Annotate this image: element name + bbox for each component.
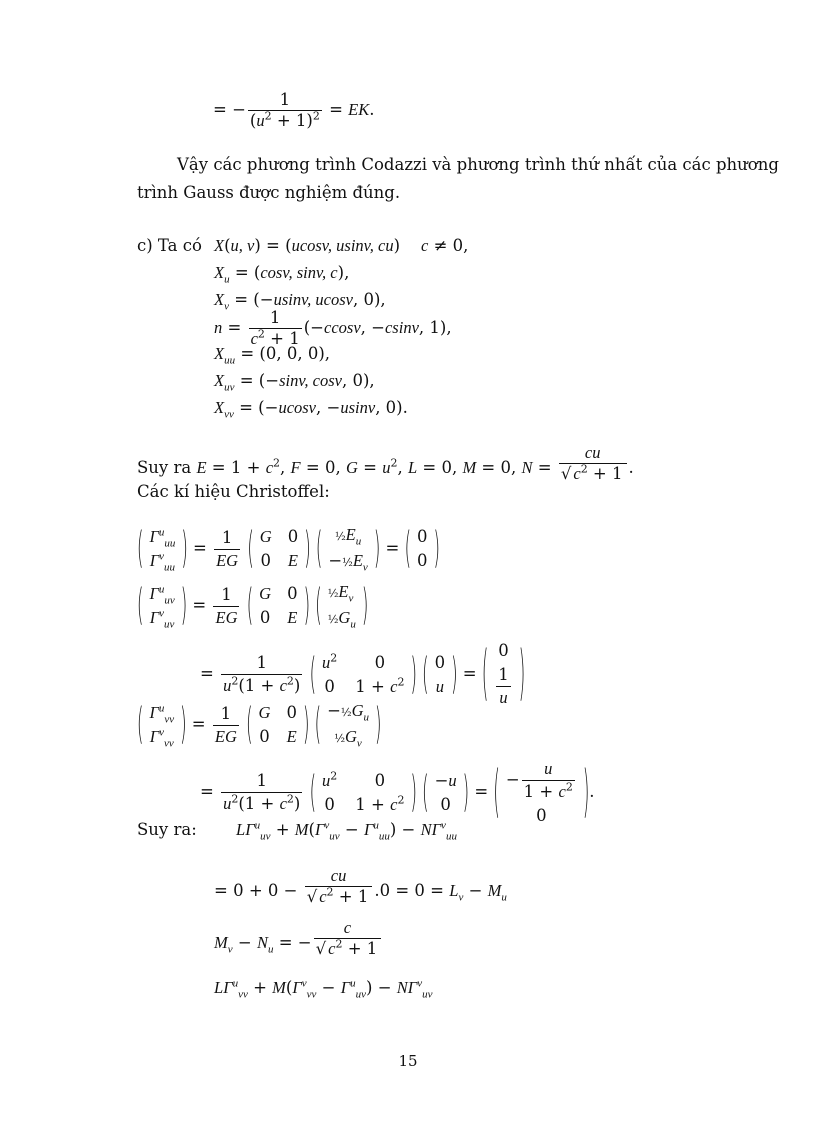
xuu-equation: $X_{uu} = (0$, 0, 0),: [214, 344, 331, 367]
x-definition: X(u, v) = (ucosv, usinv, cu) c ≠ 0,: [214, 236, 469, 255]
christoffel-uu-equation: ( $\Gamma^u_{uu}$ $\Gamma^v_{uu}$ ) = $\frac{1}{EG}$ ( G 0 0 E ) ( $\frac{1}{2}E_u$ $-\frac{1}{2}E_v$ ) = ( 0 0 ): [137, 523, 440, 574]
xu-equation: $X_u = (\cos v$, sinv, c),: [214, 263, 350, 286]
christoffel-vv-equation-line-2: = $\frac{1}{u^2(1 + c^2)}$ ( $u^2$ 0 0 $1 + c^2$ ) ( −u 0 ) = ( − $\frac{u}{1 + c^2}$ 0 ) .: [200, 758, 595, 825]
christoffel-uv-equation-line-1: ( $\Gamma^u_{uv}$ $\Gamma^v_{uv}$ ) = $\frac{1}{EG}$ ( G 0 0 E ) ( $\frac{1}{2}E_v$ $\frac{1}{2}G_u$ ): [137, 580, 369, 631]
xuv-equation: $X_{uv} = (-\sin v$, cosv, 0),: [214, 371, 375, 394]
christoffel-vv-equation-line-1: ( $\Gamma^u_{vv}$ $\Gamma^v_{vv}$ ) = $\frac{1}{EG}$ ( G 0 0 E ) ( $-\frac{1}{2}G_u$ $\frac{1}{2}G_v$ ): [137, 699, 382, 750]
codazzi-expression-3: $M_v - N_u$ = − $\frac{c}{√ c^2 + 1}$: [214, 918, 383, 959]
suy-ra-label: Suy ra:: [137, 820, 197, 839]
normal-vector-equation: n = $\frac{1}{c^2 + 1}$ (−ccosv, −csinv, 1),: [214, 308, 452, 348]
christoffel-uv-equation-line-2: = $\frac{1}{u^2(1 + c^2)}$ ( $u^2$ 0 0 $1 + c^2$ ) ( 0 u ) = ( 0 $\frac{1}{u}$ ): [200, 638, 526, 707]
codazzi-expression-4: $L\Gamma^u_{vv} + M(\Gamma^v_{vv} - \Gamma^u_{uv}) - N\Gamma^v_{uv}$: [214, 977, 433, 1001]
conclusion-line-2: trình Gauss được nghiệm đúng.: [137, 183, 401, 202]
fundamental-forms-result: Suy ra $E = 1 + c^2$, F = 0, $G = u^2$, L = 0, M = 0, N = $\frac{cu}{√ c^2 + 1}$ .: [137, 443, 634, 483]
codazzi-expression-2: = 0 + 0 − $\frac{cu}{√ c^2 + 1}$ $.0 = 0 = L_v - M_u$: [214, 866, 507, 906]
xv-equation: $X_v = (-usinv$, ucosv, 0),: [214, 290, 386, 313]
ek-result-equation: = − $\frac{1}{(u^2 + 1)^2}$ = EK.: [213, 90, 375, 130]
conclusion-line-1: Vậy các phương trình Codazzi và phương trình thứ nhất của các phương: [177, 155, 779, 174]
christoffel-heading: Các kí hiệu Christoffel:: [137, 482, 330, 501]
page-number: 15: [398, 1052, 418, 1070]
xvv-equation: $X_{vv} = (-ucosv$, −usinv, 0).: [214, 398, 408, 421]
part-c-label: c) Ta có: [137, 236, 202, 255]
codazzi-expression-1: $L\Gamma^u_{uv} + M(\Gamma^v_{uv} - \Gamma^u_{uu}) - N\Gamma^v_{uu}$: [236, 819, 457, 843]
